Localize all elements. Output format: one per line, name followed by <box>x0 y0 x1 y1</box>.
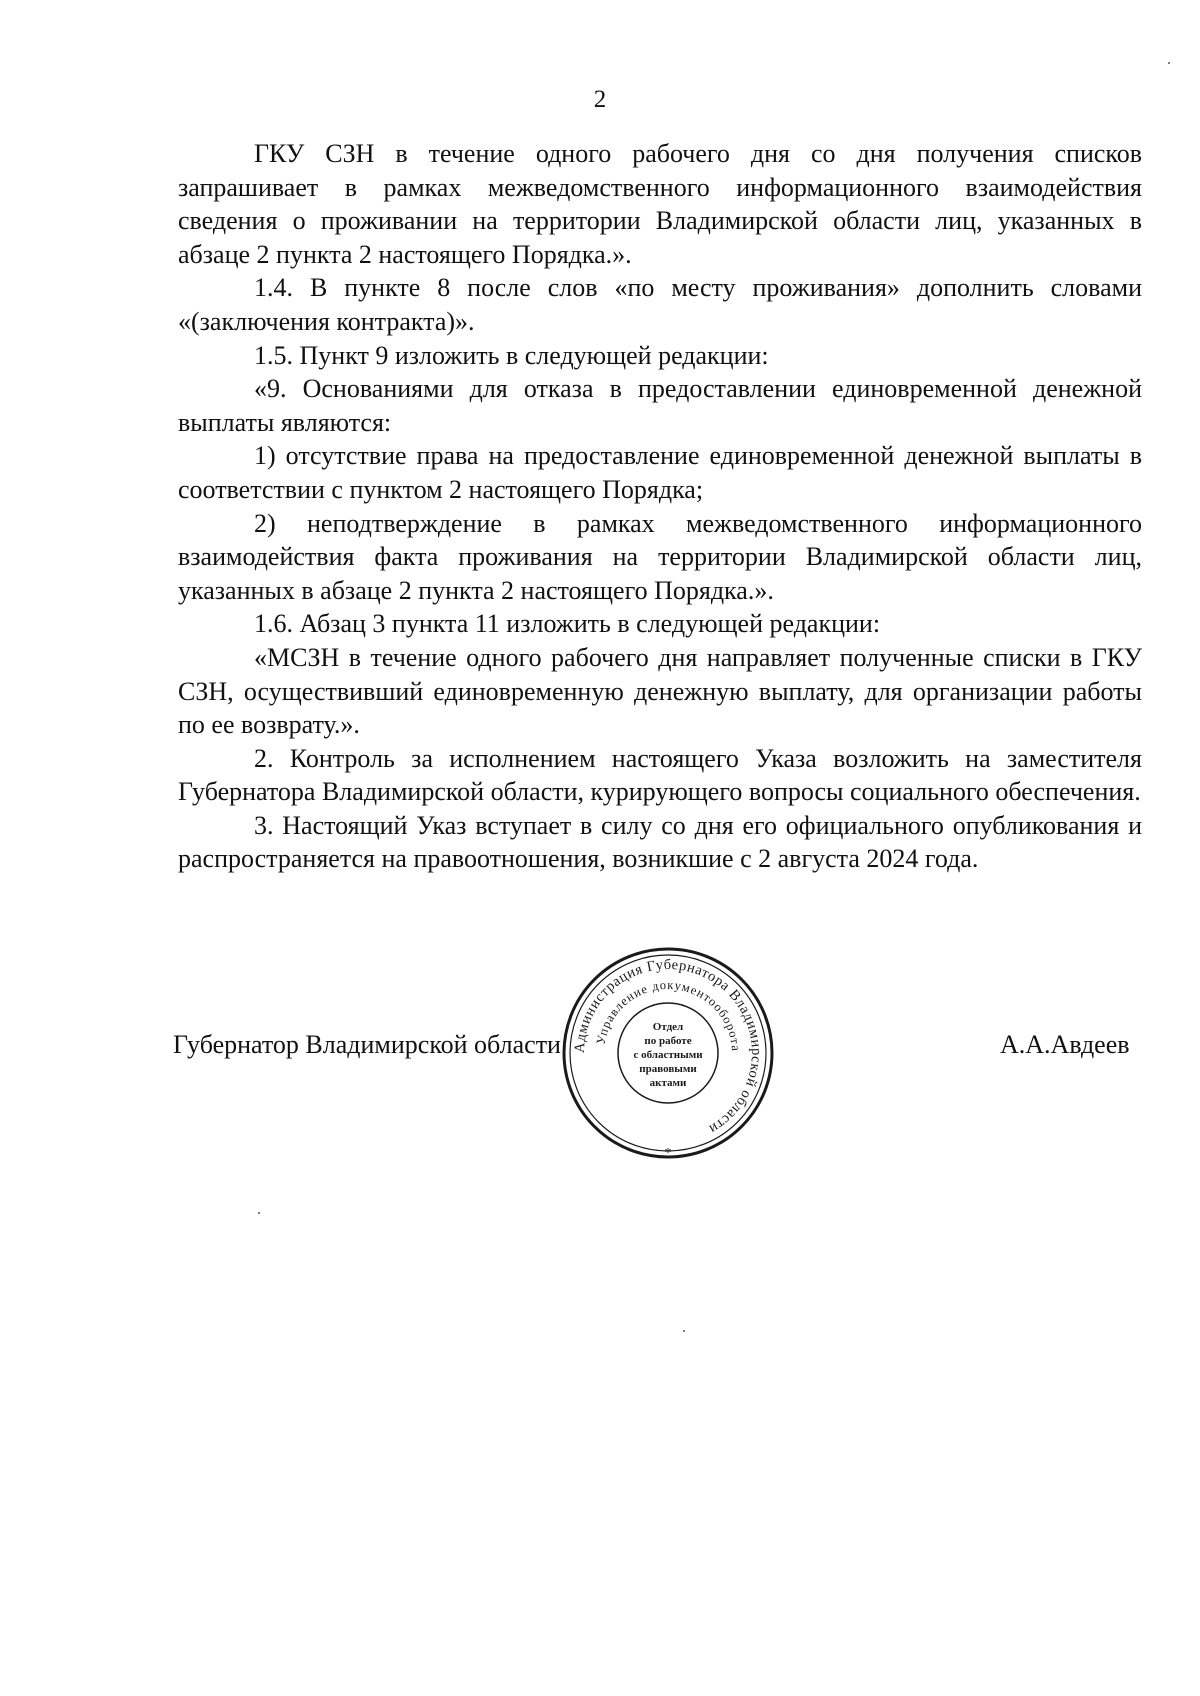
scan-speck <box>258 1212 260 1214</box>
paragraph: ГКУ СЗН в течение одного рабочего дня со дня получения списков запрашивает в рамках межведомственного информационного взаимодействия сведения о проживании на территории Владимирской области лиц, указанных в абзаце 2 пункта 2 настоящего Порядка.». <box>178 139 1142 269</box>
paragraph: 2. Контроль за исполнением настоящего Указа возложить на заместителя Губернатора Владимирской области, курирующего вопросы социального обеспечения. <box>178 743 1142 807</box>
paragraph: 2) неподтверждение в рамках межведомственного информационного взаимодействия факта проживания на территории Владимирской области лиц, указанных в абзаце 2 пункта 2 настоящего Порядка.». <box>178 508 1142 605</box>
stamp-center-line: правовыми <box>639 1063 697 1075</box>
paragraph: 1.5. Пункт 9 изложить в следующей редакции: <box>254 340 769 370</box>
stamp-center-line: по работе <box>644 1035 692 1047</box>
official-stamp <box>560 945 776 1161</box>
scan-speck <box>683 1330 685 1332</box>
paragraph: 1) отсутствие права на предоставление единовременной денежной выплаты в соответствии с пунктом 2 настоящего Порядка; <box>178 441 1142 504</box>
paragraph: 1.4. В пункте 8 после слов «по месту проживания» дополнить словами «(заключения контракта)». <box>178 273 1142 336</box>
page-number: 2 <box>593 86 607 113</box>
signature-name: А.А.Авдеев <box>1000 1030 1130 1059</box>
signature-position: Губернатор Владимирской области <box>173 1030 561 1059</box>
stamp-outer-ring-text: Администрация Губернатора Владимирской области <box>571 956 765 1138</box>
document-body <box>178 137 1142 876</box>
stamp-inner-ring-text: Управление документооборота <box>593 977 744 1053</box>
paragraph: 1.6. Абзац 3 пункта 11 изложить в следующей редакции: <box>254 609 881 639</box>
paragraph: «9. Основаниями для отказа в предоставлении единовременной денежной выплаты являются: <box>178 374 1142 437</box>
paragraph: 3. Настоящий Указ вступает в силу со дня его официального опубликования и распространяется на правоотношения, возникшие с 2 августа 2024 года. <box>178 810 1142 874</box>
scan-speck <box>1168 62 1170 64</box>
stamp-center-line: с областными <box>633 1049 703 1061</box>
stamp-center-line: Отдел <box>652 1021 684 1033</box>
paragraph: «МСЗН в течение одного рабочего дня направляет полученные списки в ГКУ СЗН, осуществивший единовременную денежную выплату, для организации работы по ее возврату.». <box>178 642 1142 740</box>
stamp-center-line: актами <box>649 1077 687 1089</box>
stamp-star: * <box>664 1146 672 1161</box>
